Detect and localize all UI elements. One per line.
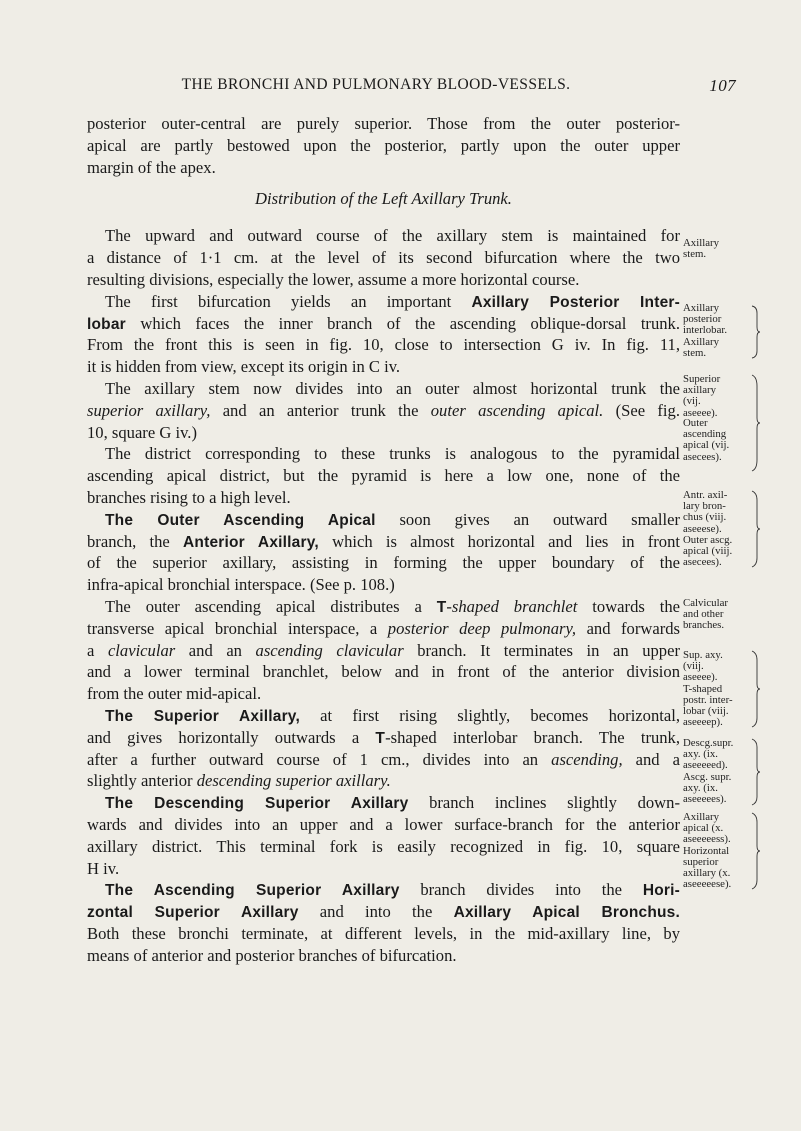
text-run: branch divides into the	[399, 880, 643, 900]
text-line: wards and divides into an upper and a lower surface-branch for the anterior	[87, 814, 680, 834]
text-line: Both these bronchi terminate, at different levels, in the mid-axillary line, by	[87, 923, 680, 943]
text-line: from the outer mid-apical.	[87, 684, 262, 704]
margin-note-line: aseeeeese).	[683, 878, 732, 891]
margin-note-line: Axillary	[683, 302, 719, 314]
text-run: transverse apical bronchial interspace, a	[87, 618, 388, 638]
text-line: The axillary stem now divides into an outer almost horizontal trunk the	[105, 378, 680, 398]
term-outer-ascending-apical: outer ascending apical.	[430, 400, 604, 420]
margin-note-line: aseeeep).	[683, 716, 723, 729]
margin-note-line: Descg.supr.	[683, 737, 734, 749]
text-line	[87, 879, 680, 901]
margin-note-line: aseeee).	[683, 406, 718, 419]
term-superior-axillary: superior axillary,	[87, 400, 211, 420]
text-line: axillary district. This terminal fork is easily recognized in fig. 10, square	[87, 836, 680, 856]
margin-note-line: interlobar.	[683, 324, 728, 337]
text-line	[87, 770, 680, 792]
margin-note-line: axy. (ix.	[683, 748, 718, 761]
margin-note-line: aseeeees).	[683, 793, 727, 806]
margin-note	[683, 418, 761, 463]
margin-note-line: Sup. axy.	[683, 649, 723, 661]
margin-note	[683, 303, 761, 359]
term-posterior-deep-pulmonary: posterior deep pulmonary,	[387, 618, 577, 638]
section-heading: Distribution of the Left Axillary Trunk.	[255, 189, 512, 209]
text-line	[87, 400, 680, 422]
text-run: towards the	[577, 596, 680, 616]
margin-note-line: lobar (viij.	[683, 705, 729, 718]
running-title: THE BRONCHI AND PULMONARY BLOOD-VESSELS.	[181, 76, 571, 93]
margin-note-line: axillary	[683, 384, 716, 397]
text-line: means of anterior and posterior branches of bifurcation.	[87, 945, 457, 965]
text-run: branch. It terminates in an upper	[403, 640, 680, 660]
term-descending-superior-axillary-bold: The Descending Superior Axillary	[105, 795, 409, 813]
margin-note-line: chus (viij.	[683, 511, 727, 524]
term-lobar: lobar	[87, 315, 126, 333]
text-line	[87, 727, 680, 749]
text-line	[87, 509, 680, 531]
text-line: The district corresponding to these trunks is analogous to the pyramidal	[105, 444, 680, 464]
text-run: branch, the	[87, 531, 184, 551]
margin-note-line: Outer	[683, 417, 708, 429]
margin-note-line: aseeeeed).	[683, 759, 728, 772]
term-t-shaped-branchlet: -shaped branchlet	[446, 596, 578, 616]
margin-note-line: Calvicular	[683, 597, 728, 609]
text-line: 10, square G iv.)	[87, 422, 197, 442]
term-ascending: ascending,	[551, 749, 623, 769]
margin-note-line: stem.	[683, 248, 707, 261]
text-run: which is almost horizontal and lies in front	[318, 531, 680, 551]
term-clavicular: clavicular	[107, 640, 176, 660]
term-ascending-clavicular: ascending clavicular	[255, 640, 404, 660]
page-number: 107	[709, 76, 736, 95]
margin-note-line: aseeee).	[683, 671, 718, 684]
margin-note-line: apical (x.	[683, 822, 724, 835]
text-run: soon gives an outward smaller	[375, 509, 680, 529]
text-run: and an	[175, 640, 256, 660]
margin-note	[683, 598, 761, 632]
text-run: a	[87, 640, 108, 660]
text-run: -shaped interlobar branch. The trunk,	[385, 727, 681, 747]
margin-note-line: Axillary	[683, 811, 719, 823]
text-line: ascending apical district, but the pyramid is here a low one, none of the	[87, 466, 680, 486]
text-run: and into the	[298, 902, 454, 922]
term-ascending-superior-axillary: The Ascending Superior Axillary	[105, 882, 400, 900]
text-line	[87, 618, 680, 640]
margin-note-line: lary bron-	[683, 500, 726, 513]
text-line	[87, 531, 680, 553]
text-line: branches rising to a high level.	[87, 487, 291, 507]
main-text	[87, 113, 680, 966]
margin-note-line: aseeese).	[683, 522, 722, 535]
text-line: posterior outer-central are purely superior. Those from the outer posterior-	[87, 114, 680, 133]
text-run: which faces the inner branch of the ascending oblique-dorsal trunk.	[125, 313, 680, 333]
text-run: after a further outward course of 1 cm., divides into an	[87, 749, 552, 769]
text-line: apical are partly bestowed upon the posterior, partly upon the outer upper	[87, 135, 680, 155]
margin-note-line: asecees).	[683, 450, 722, 463]
text-run: The first bifurcation yields an important	[105, 291, 472, 311]
text-line: of the superior axillary, assisting in forming the upper boundary of the	[87, 553, 680, 573]
term-axillary-posterior-interlobar: Axillary Posterior Inter-	[471, 293, 680, 311]
text-run: and gives horizontally outwards a	[87, 727, 376, 747]
text-line: From the front this is seen in fig. 10, close to intersection G iv. In fig. 11,	[87, 335, 680, 355]
margin-note-line: Axillary	[683, 237, 719, 249]
margin-note-line: Superior	[683, 373, 721, 385]
text-run: and an anterior trunk the	[210, 400, 431, 420]
margin-note-line: apical (viij.	[683, 545, 733, 558]
text-line	[87, 749, 680, 771]
t-glyph: T	[436, 598, 447, 616]
margin-note-line: axillary (x.	[683, 867, 731, 880]
text-run: (See fig.	[603, 400, 680, 420]
t-glyph: T	[375, 729, 386, 747]
margin-note-line: Ascg. supr.	[683, 770, 732, 783]
margin-note-line: Axillary	[683, 335, 719, 348]
margin-note	[683, 490, 761, 568]
text-line: it is hidden from view, except its origin in C iv.	[87, 357, 401, 377]
margin-note-line: ascending	[683, 428, 727, 441]
text-run: at first rising slightly, becomes horizontal,	[299, 705, 680, 725]
text-line: margin of the apex.	[87, 157, 216, 177]
text-line: resulting divisions, especially the lower, assume a more horizontal course.	[87, 269, 580, 289]
text-line	[87, 792, 680, 814]
margin-note-line: Antr. axil-	[683, 489, 728, 501]
running-header	[86, 76, 736, 100]
text-line	[87, 901, 680, 923]
margin-note-line: (viij.	[683, 660, 704, 673]
margin-note-line: T-shaped	[683, 682, 723, 695]
margin-note-line: postr. inter-	[683, 693, 733, 706]
term-outer-ascending-apical-bold: The Outer Ascending Apical	[105, 511, 376, 529]
term-anterior-axillary: Anterior Axillary,	[183, 533, 319, 551]
text-line: a distance of 1·1 cm. at the level of its second bifurcation where the two	[87, 248, 680, 268]
margin-note-line: superior	[683, 855, 719, 868]
text-line	[87, 705, 680, 727]
margin-note-line: asecees).	[683, 556, 722, 569]
text-line: The upward and outward course of the axillary stem is maintained for	[105, 226, 680, 246]
margin-note-line: aseeeeess).	[683, 833, 731, 846]
margin-note	[683, 238, 761, 260]
text-line: and a lower terminal branchlet, below and in front of the anterior division	[87, 662, 680, 682]
text-run: and a	[622, 749, 681, 769]
term-zontal-superior-axillary: zontal Superior Axillary	[87, 904, 299, 922]
text-line	[87, 291, 680, 313]
margin-note-line: stem.	[683, 346, 707, 359]
term-hori: Hori-	[642, 882, 680, 900]
text-line	[87, 596, 680, 618]
term-axillary-apical-bronchus: Axillary Apical Bronchus.	[453, 904, 680, 922]
margin-note-line: branches.	[683, 619, 725, 632]
text-line	[87, 313, 680, 335]
margin-note-line: axy. (ix.	[683, 781, 718, 794]
margin-note-line: (vij.	[683, 395, 701, 408]
text-run: slightly anterior	[87, 771, 197, 791]
term-descending-superior-axillary: descending superior axillary.	[196, 771, 391, 791]
text-line: infra-apical bronchial interspace. (See p. 108.)	[87, 575, 395, 595]
text-run: and forwards	[576, 618, 680, 638]
term-superior-axillary-bold: The Superior Axillary,	[105, 707, 300, 725]
margin-note-line: posterior	[683, 313, 722, 326]
margin-note	[683, 738, 761, 805]
text-line: H iv.	[87, 858, 120, 878]
margin-note-line: and other	[683, 608, 724, 621]
margin-note	[683, 650, 761, 728]
margin-note	[683, 812, 761, 890]
text-run: The outer ascending apical distributes a	[105, 596, 437, 616]
margin-note-line: Outer ascg.	[683, 533, 733, 546]
margin-note-line: apical (vij.	[683, 439, 730, 452]
text-line	[87, 640, 680, 662]
margin-note-line: Horizontal	[683, 844, 730, 857]
margin-note	[683, 374, 761, 419]
text-run: branch inclines slightly down-	[408, 793, 680, 813]
